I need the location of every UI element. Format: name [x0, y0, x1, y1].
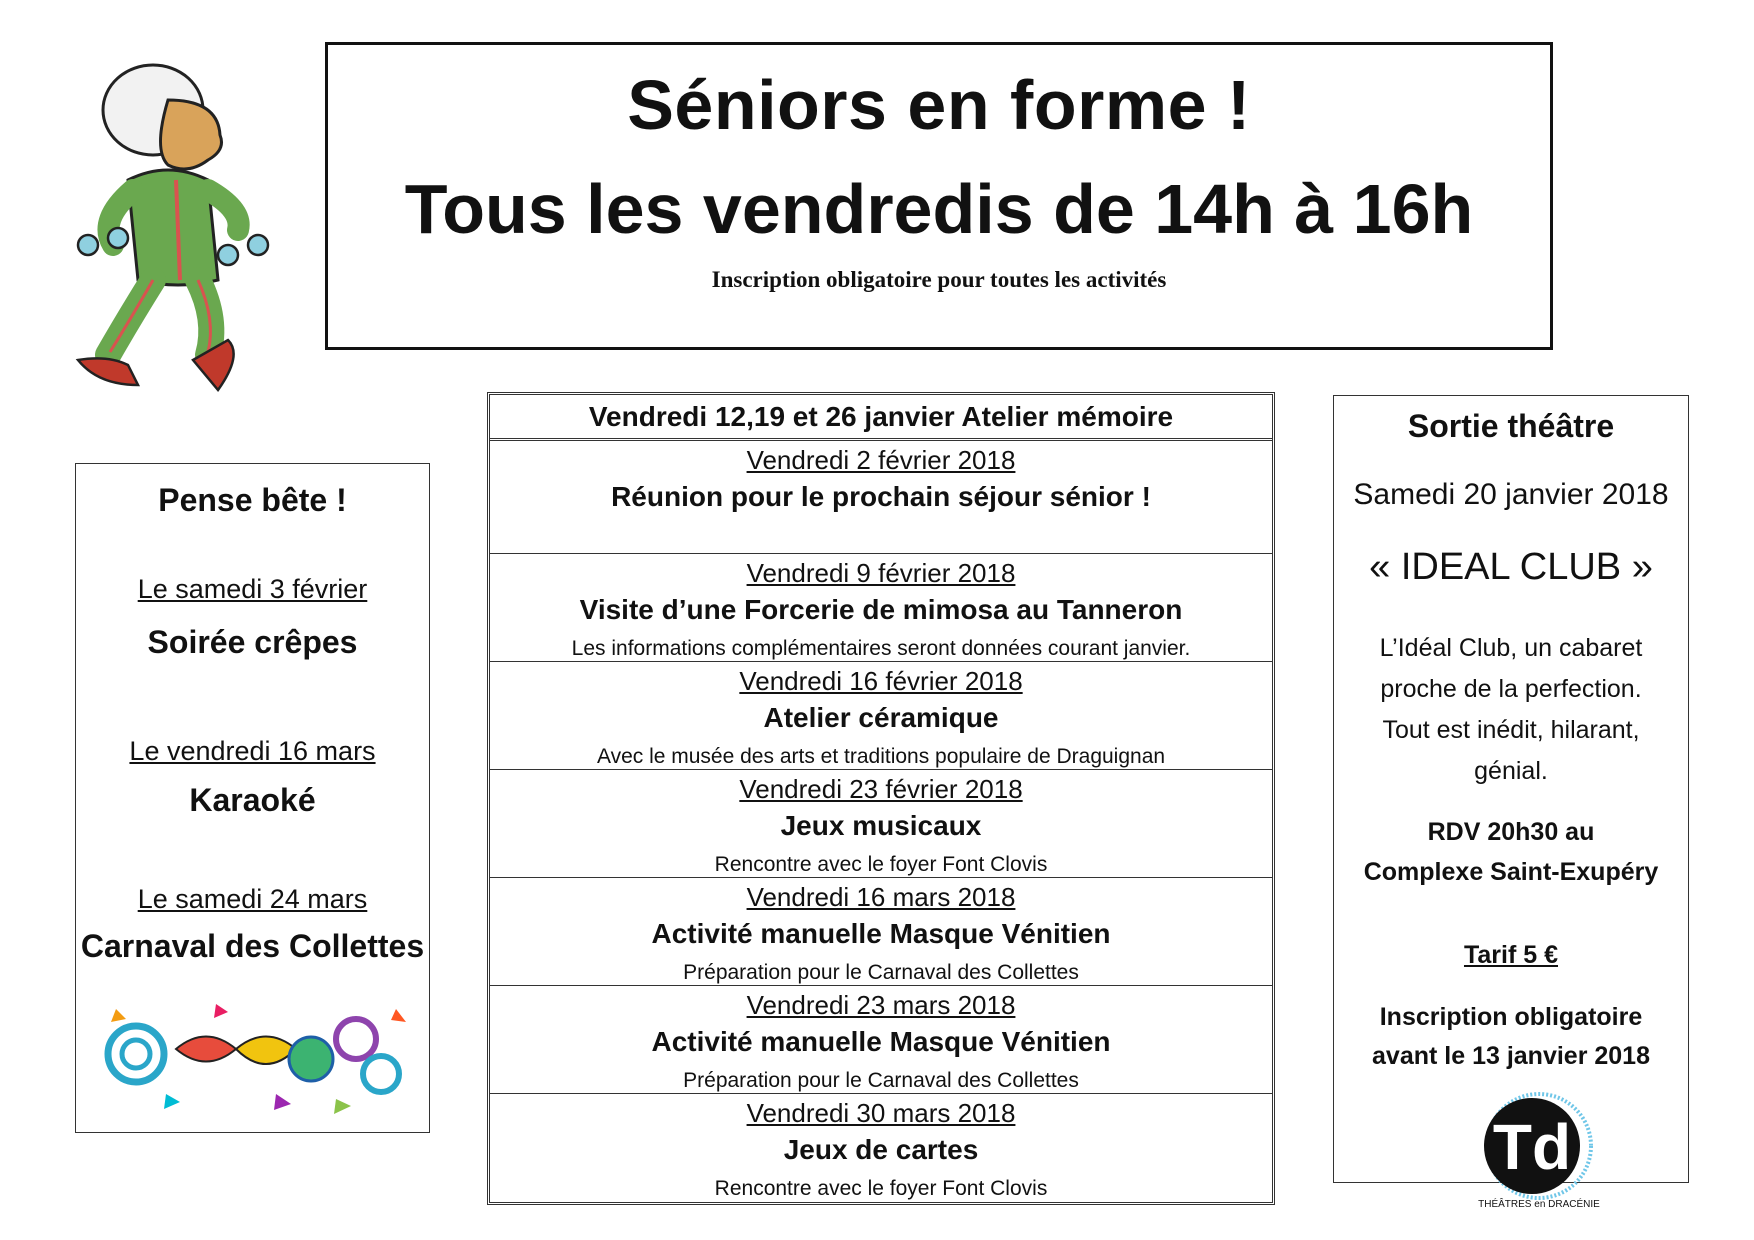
table-row — [490, 877, 1272, 985]
event-title: Activité manuelle Masque Vénitien — [651, 1026, 1111, 1057]
price: Tarif 5 € — [1463, 941, 1559, 969]
show-description-line: proche de la perfection. — [1380, 675, 1642, 703]
table-row — [490, 661, 1272, 769]
event-title: Visite d’une Forcerie de mimosa au Tanneron — [579, 594, 1183, 625]
page-title: Séniors en forme ! — [627, 66, 1251, 144]
theatre-box — [1333, 395, 1689, 1210]
event-note: Rencontre avec le foyer Font Clovis — [714, 853, 1048, 876]
show-description-line: Tout est inédit, hilarant, — [1382, 716, 1640, 744]
event-date: Vendredi 23 mars 2018 — [746, 990, 1016, 1020]
reminder-title: Pense bête ! — [158, 482, 347, 518]
show-description-line: génial. — [1474, 757, 1548, 785]
schedule-table — [487, 392, 1275, 1205]
event-date: Vendredi 30 mars 2018 — [746, 1098, 1016, 1128]
event-note: Préparation pour le Carnaval des Collettes — [683, 961, 1079, 984]
table-row — [490, 985, 1272, 1093]
schedule-header: Vendredi 12,19 et 26 janvier Atelier mémoire — [490, 395, 1272, 441]
page-subtitle: Tous les vendredis de 14h à 16h — [404, 170, 1474, 248]
event-title: Jeux musicaux — [780, 810, 982, 841]
event-note: Avec le musée des arts et traditions populaire de Draguignan — [596, 745, 1166, 768]
theatres-en-dracenie-logo — [1464, 1091, 1614, 1211]
registration-line: avant le 13 janvier 2018 — [1372, 1042, 1650, 1070]
event-note: Préparation pour le Carnaval des Collettes — [683, 1069, 1079, 1092]
show-name: « IDEAL CLUB » — [1369, 546, 1653, 588]
event-title: Atelier céramique — [763, 702, 999, 733]
event-note: Les informations complémentaires seront données courant janvier. — [571, 637, 1191, 660]
event-date: Vendredi 2 février 2018 — [746, 445, 1016, 475]
registration-line: Inscription obligatoire — [1379, 1003, 1643, 1031]
header-box — [325, 42, 1553, 350]
svg-text:Td: Td — [1492, 1111, 1572, 1183]
event-date: Vendredi 16 mars 2018 — [746, 882, 1016, 912]
rdv-line: RDV 20h30 au — [1427, 818, 1595, 846]
event-date: Vendredi 23 février 2018 — [739, 774, 1023, 804]
registration-note: Inscription obligatoire pour toutes les activités — [711, 267, 1167, 292]
senior-walker-illustration — [58, 40, 308, 410]
reminder-date: Le vendredi 16 mars — [129, 736, 376, 766]
reminder-date: Le samedi 24 mars — [137, 884, 368, 914]
theatre-title: Sortie théâtre — [1407, 408, 1615, 444]
event-note: Rencontre avec le foyer Font Clovis — [714, 1177, 1048, 1200]
reminder-event: Carnaval des Collettes — [80, 928, 425, 964]
rdv-line: Complexe Saint-Exupéry — [1363, 858, 1659, 886]
reminder-box — [75, 463, 430, 1133]
reminder-event: Karaoké — [189, 782, 316, 818]
event-title: Activité manuelle Masque Vénitien — [651, 918, 1111, 949]
event-title: Réunion pour le prochain séjour sénior ! — [611, 481, 1151, 512]
table-row — [490, 441, 1272, 553]
show-description-line: L’Idéal Club, un cabaret — [1379, 634, 1643, 662]
event-title: Jeux de cartes — [783, 1134, 979, 1165]
svg-text:THÉÂTRES en DRACÉNIE: THÉÂTRES en DRACÉNIE — [1478, 1199, 1600, 1210]
event-date: Vendredi 9 février 2018 — [746, 558, 1016, 588]
theatre-date: Samedi 20 janvier 2018 — [1353, 478, 1669, 511]
reminder-event: Soirée crêpes — [147, 624, 358, 660]
carnival-mask-illustration — [96, 994, 411, 1119]
event-date: Vendredi 16 février 2018 — [739, 666, 1023, 696]
table-row — [490, 769, 1272, 877]
table-row — [490, 1093, 1272, 1202]
reminder-date: Le samedi 3 février — [137, 574, 368, 604]
table-row — [490, 553, 1272, 661]
